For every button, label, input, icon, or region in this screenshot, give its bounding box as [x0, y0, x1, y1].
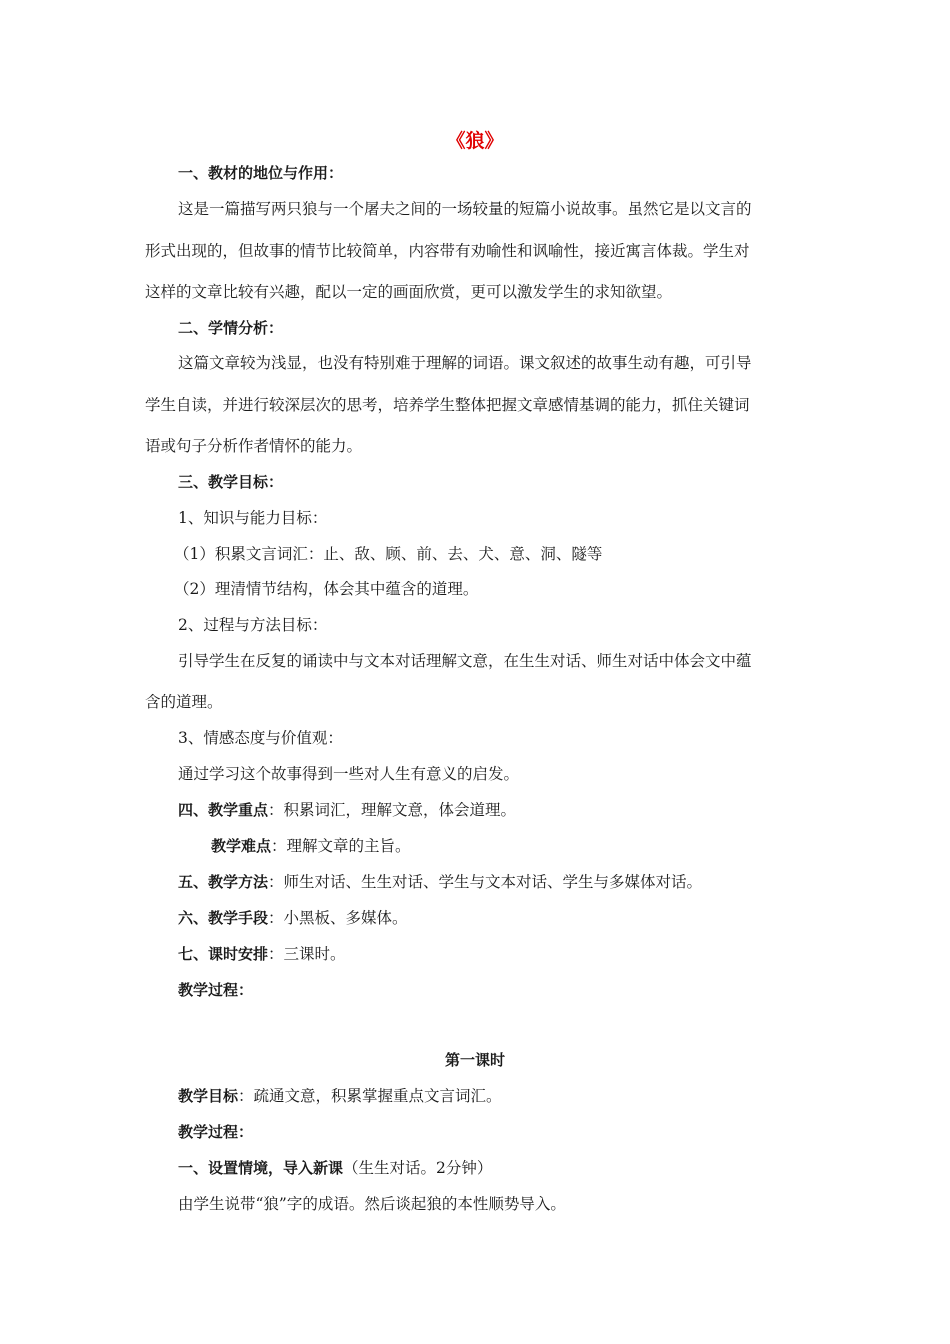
goal-item: （2）理清情节结构，体会其中蕴含的道理。	[174, 580, 479, 598]
paragraph-line: 含的道理。	[145, 693, 223, 711]
goal-heading-1: 1、知识与能力目标：	[178, 509, 328, 527]
means-label: 六、教学手段	[178, 909, 269, 927]
paragraph-line: 引导学生在反复的诵读中与文本对话理解文意，在生生对话、师生对话中体会文中蕴	[178, 652, 752, 670]
method-label: 五、教学方法	[178, 873, 269, 891]
method-line	[0, 871, 950, 893]
schedule-line	[0, 943, 950, 965]
paragraph-line: 这样的文章比较有兴趣，配以一定的画面欣赏，更可以激发学生的求知欲望。	[145, 283, 673, 301]
goal-heading-2: 2、过程与方法目标：	[178, 616, 328, 634]
difficulty-text: ：理解文章的主旨。	[271, 837, 411, 855]
difficulty-line	[0, 835, 950, 857]
lesson-goal-label: 教学目标	[178, 1087, 239, 1105]
schedule-label: 七、课时安排	[178, 945, 269, 963]
document-title: 《狼》	[446, 130, 504, 152]
difficulty-label: 教学难点	[211, 837, 272, 855]
paragraph-line: 由学生说带“狼”字的成语。然后谈起狼的本性顺势导入。	[178, 1195, 566, 1213]
section-heading-2: 二、学情分析：	[178, 319, 284, 337]
lesson-title: 第一课时	[444, 1051, 505, 1069]
key-point-label: 四、教学重点	[178, 801, 269, 819]
paragraph-line: 通过学习这个故事得到一些对人生有意义的启发。	[178, 765, 520, 783]
goal-heading-3: 3、情感态度与价值观：	[178, 729, 343, 747]
paragraph-line: 形式出现的，但故事的情节比较简单，内容带有劝喻性和讽喻性，接近寓言体裁。学生对	[145, 242, 750, 260]
goal-item: （1）积累文言词汇：止、敌、顾、前、去、犬、意、洞、隧等	[174, 545, 603, 563]
step-note: （生生对话。2分钟）	[343, 1159, 493, 1177]
paragraph-line: 语或句子分析作者情怀的能力。	[145, 437, 363, 455]
method-text: ：师生对话、生生对话、学生与文本对话、学生与多媒体对话。	[268, 873, 703, 891]
step-line	[0, 1157, 950, 1179]
paragraph-line: 这是一篇描写两只狼与一个屠夫之间的一场较量的短篇小说故事。虽然它是以文言的	[178, 200, 752, 218]
means-line	[0, 907, 950, 929]
paragraph-line: 学生自读，并进行较深层次的思考，培养学生整体把握文章感情基调的能力，抓住关键词	[145, 396, 750, 414]
section-heading-1: 一、教材的地位与作用：	[178, 164, 344, 182]
lesson-goal-line	[0, 1085, 950, 1107]
lesson-process-heading: 教学过程：	[178, 1123, 254, 1141]
process-heading: 教学过程：	[178, 981, 254, 999]
step-label: 一、设置情境，导入新课	[178, 1159, 344, 1177]
paragraph-line: 这篇文章较为浅显，也没有特别难于理解的词语。课文叙述的故事生动有趣，可引导	[178, 354, 752, 372]
key-point-line	[0, 799, 950, 821]
section-heading-3: 三、教学目标：	[178, 473, 284, 491]
lesson-goal-text: ：疏通文意，积累掌握重点文言词汇。	[238, 1087, 502, 1105]
means-text: ：小黑板、多媒体。	[268, 909, 408, 927]
schedule-text: ：三课时。	[268, 945, 346, 963]
key-point-text: ：积累词汇，理解文意，体会道理。	[268, 801, 517, 819]
